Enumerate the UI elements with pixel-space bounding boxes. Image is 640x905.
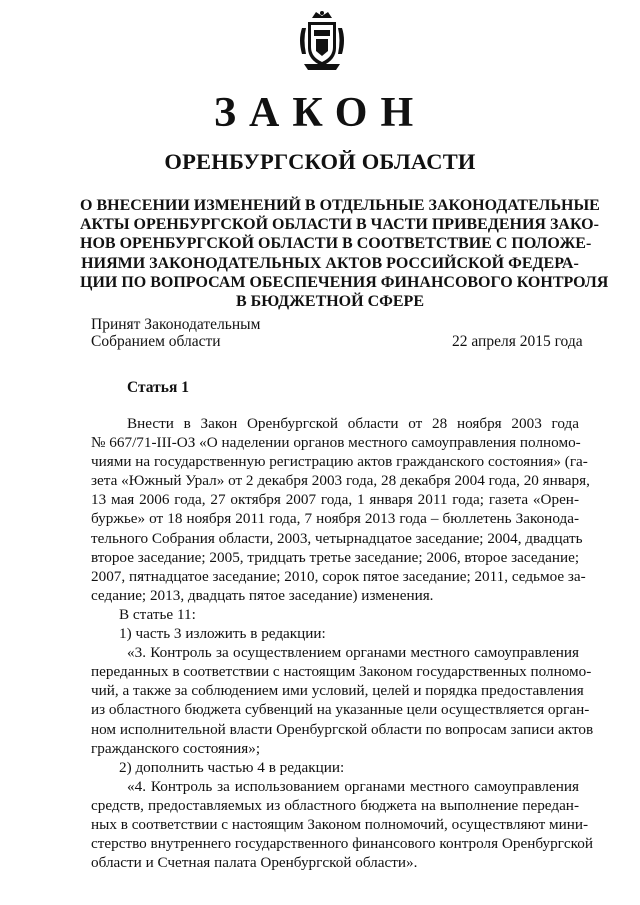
- body-line: чиями на государственную регистрацию актов гражданского состояния» (га-: [91, 453, 588, 471]
- body-line: стерство внутреннего государственного финансового контроля Оренбургской: [91, 835, 593, 853]
- body-line: гражданского состояния»;: [91, 739, 261, 757]
- coat-of-arms-icon: [296, 10, 348, 72]
- adopted-by-line1: Принят Законодательным: [91, 316, 261, 333]
- adopted-by-line2: Собранием области: [91, 333, 221, 350]
- subject-line: В БЮДЖЕТНОЙ СФЕРЕ: [236, 293, 424, 311]
- body-line: тельного Собрания области, 2003, четырнадцатое заседание; 2004, двадцать: [91, 529, 583, 547]
- body-line: «4. Контроль за использованием органами местного самоуправления: [127, 777, 579, 795]
- body-line: № 667/71-III-ОЗ «О наделении органов местного самоуправления полномо-: [91, 434, 581, 452]
- body-line: чий, а также за соблюдением ими условий, целей и порядка предоставления: [91, 682, 584, 700]
- body-line: 2) дополнить частью 4 в редакции:: [119, 758, 345, 776]
- body-line: из областного бюджета субвенций на указанные цели осуществляется орган-: [91, 701, 590, 719]
- body-line: 2007, пятнадцатое заседание; 2010, сорок пятое заседание; 2011, седьмое за-: [91, 567, 586, 585]
- body-line: переданных в соответствии с настоящим Законом государственных полномо-: [91, 663, 592, 681]
- body-line: зета «Южный Урал» от 2 декабря 2003 года, 28 декабря 2004 года, 20 января,: [91, 472, 590, 490]
- body-line: буржье» от 18 ноября 2011 года, 7 ноября 2013 года – бюллетень Законода-: [91, 510, 579, 528]
- body-line: седание; 2013, двадцать пятое заседание) изменения.: [91, 586, 434, 604]
- body-line: средств, предоставляемых из областного бюджета на выполнение передан-: [91, 796, 579, 814]
- subject-line: О ВНЕСЕНИИ ИЗМЕНЕНИЙ В ОТДЕЛЬНЫЕ ЗАКОНОДАТЕЛЬНЫЕ: [80, 197, 600, 214]
- article-heading: Статья 1: [127, 379, 189, 396]
- adoption-date: 22 апреля 2015 года: [452, 333, 583, 350]
- body-line: ном исполнительной власти Оренбургской области по вопросам записи актов: [91, 720, 594, 738]
- body-line: 13 мая 2006 года, 27 октября 2007 года, 1 января 2011 года; газета «Орен-: [91, 491, 579, 509]
- region-title: ОРЕНБУРГСКОЙ ОБЛАСТИ: [164, 149, 476, 174]
- body-line: «3. Контроль за осуществлением органами местного самоуправления: [127, 644, 579, 662]
- subject-line: НОВ ОРЕНБУРГСКОЙ ОБЛАСТИ В СООТВЕТСТВИЕ С ПОЛОЖЕ-: [80, 235, 592, 253]
- subject-line: АКТЫ ОРЕНБУРГСКОЙ ОБЛАСТИ В ЧАСТИ ПРИВЕДЕНИЯ ЗАКО-: [80, 216, 599, 234]
- body-line: ных в соответствии с настоящим Законом полномочий, осуществляют мини-: [91, 815, 589, 833]
- law-title: ЗАКОН: [213, 90, 427, 136]
- article-body: [91, 414, 594, 872]
- body-line: В статье 11:: [119, 605, 196, 623]
- body-line: второе заседание; 2005, тридцать третье заседание; 2006, второе заседание;: [91, 548, 580, 566]
- body-line: области и Счетная палата Оренбургской области».: [91, 854, 418, 872]
- body-line: Внести в Закон Оренбургской области от 28 ноября 2003 года: [127, 415, 579, 432]
- subject-line: НИЯМИ ЗАКОНОДАТЕЛЬНЫХ АКТОВ РОССИЙСКОЙ ФЕДЕРА-: [81, 254, 579, 272]
- subject-line: ЦИИ ПО ВОПРОСАМ ОБЕСПЕЧЕНИЯ ФИНАНСОВОГО КОНТРОЛЯ: [80, 273, 609, 291]
- body-line: 1) часть 3 изложить в редакции:: [119, 625, 326, 643]
- law-subject: [80, 196, 609, 311]
